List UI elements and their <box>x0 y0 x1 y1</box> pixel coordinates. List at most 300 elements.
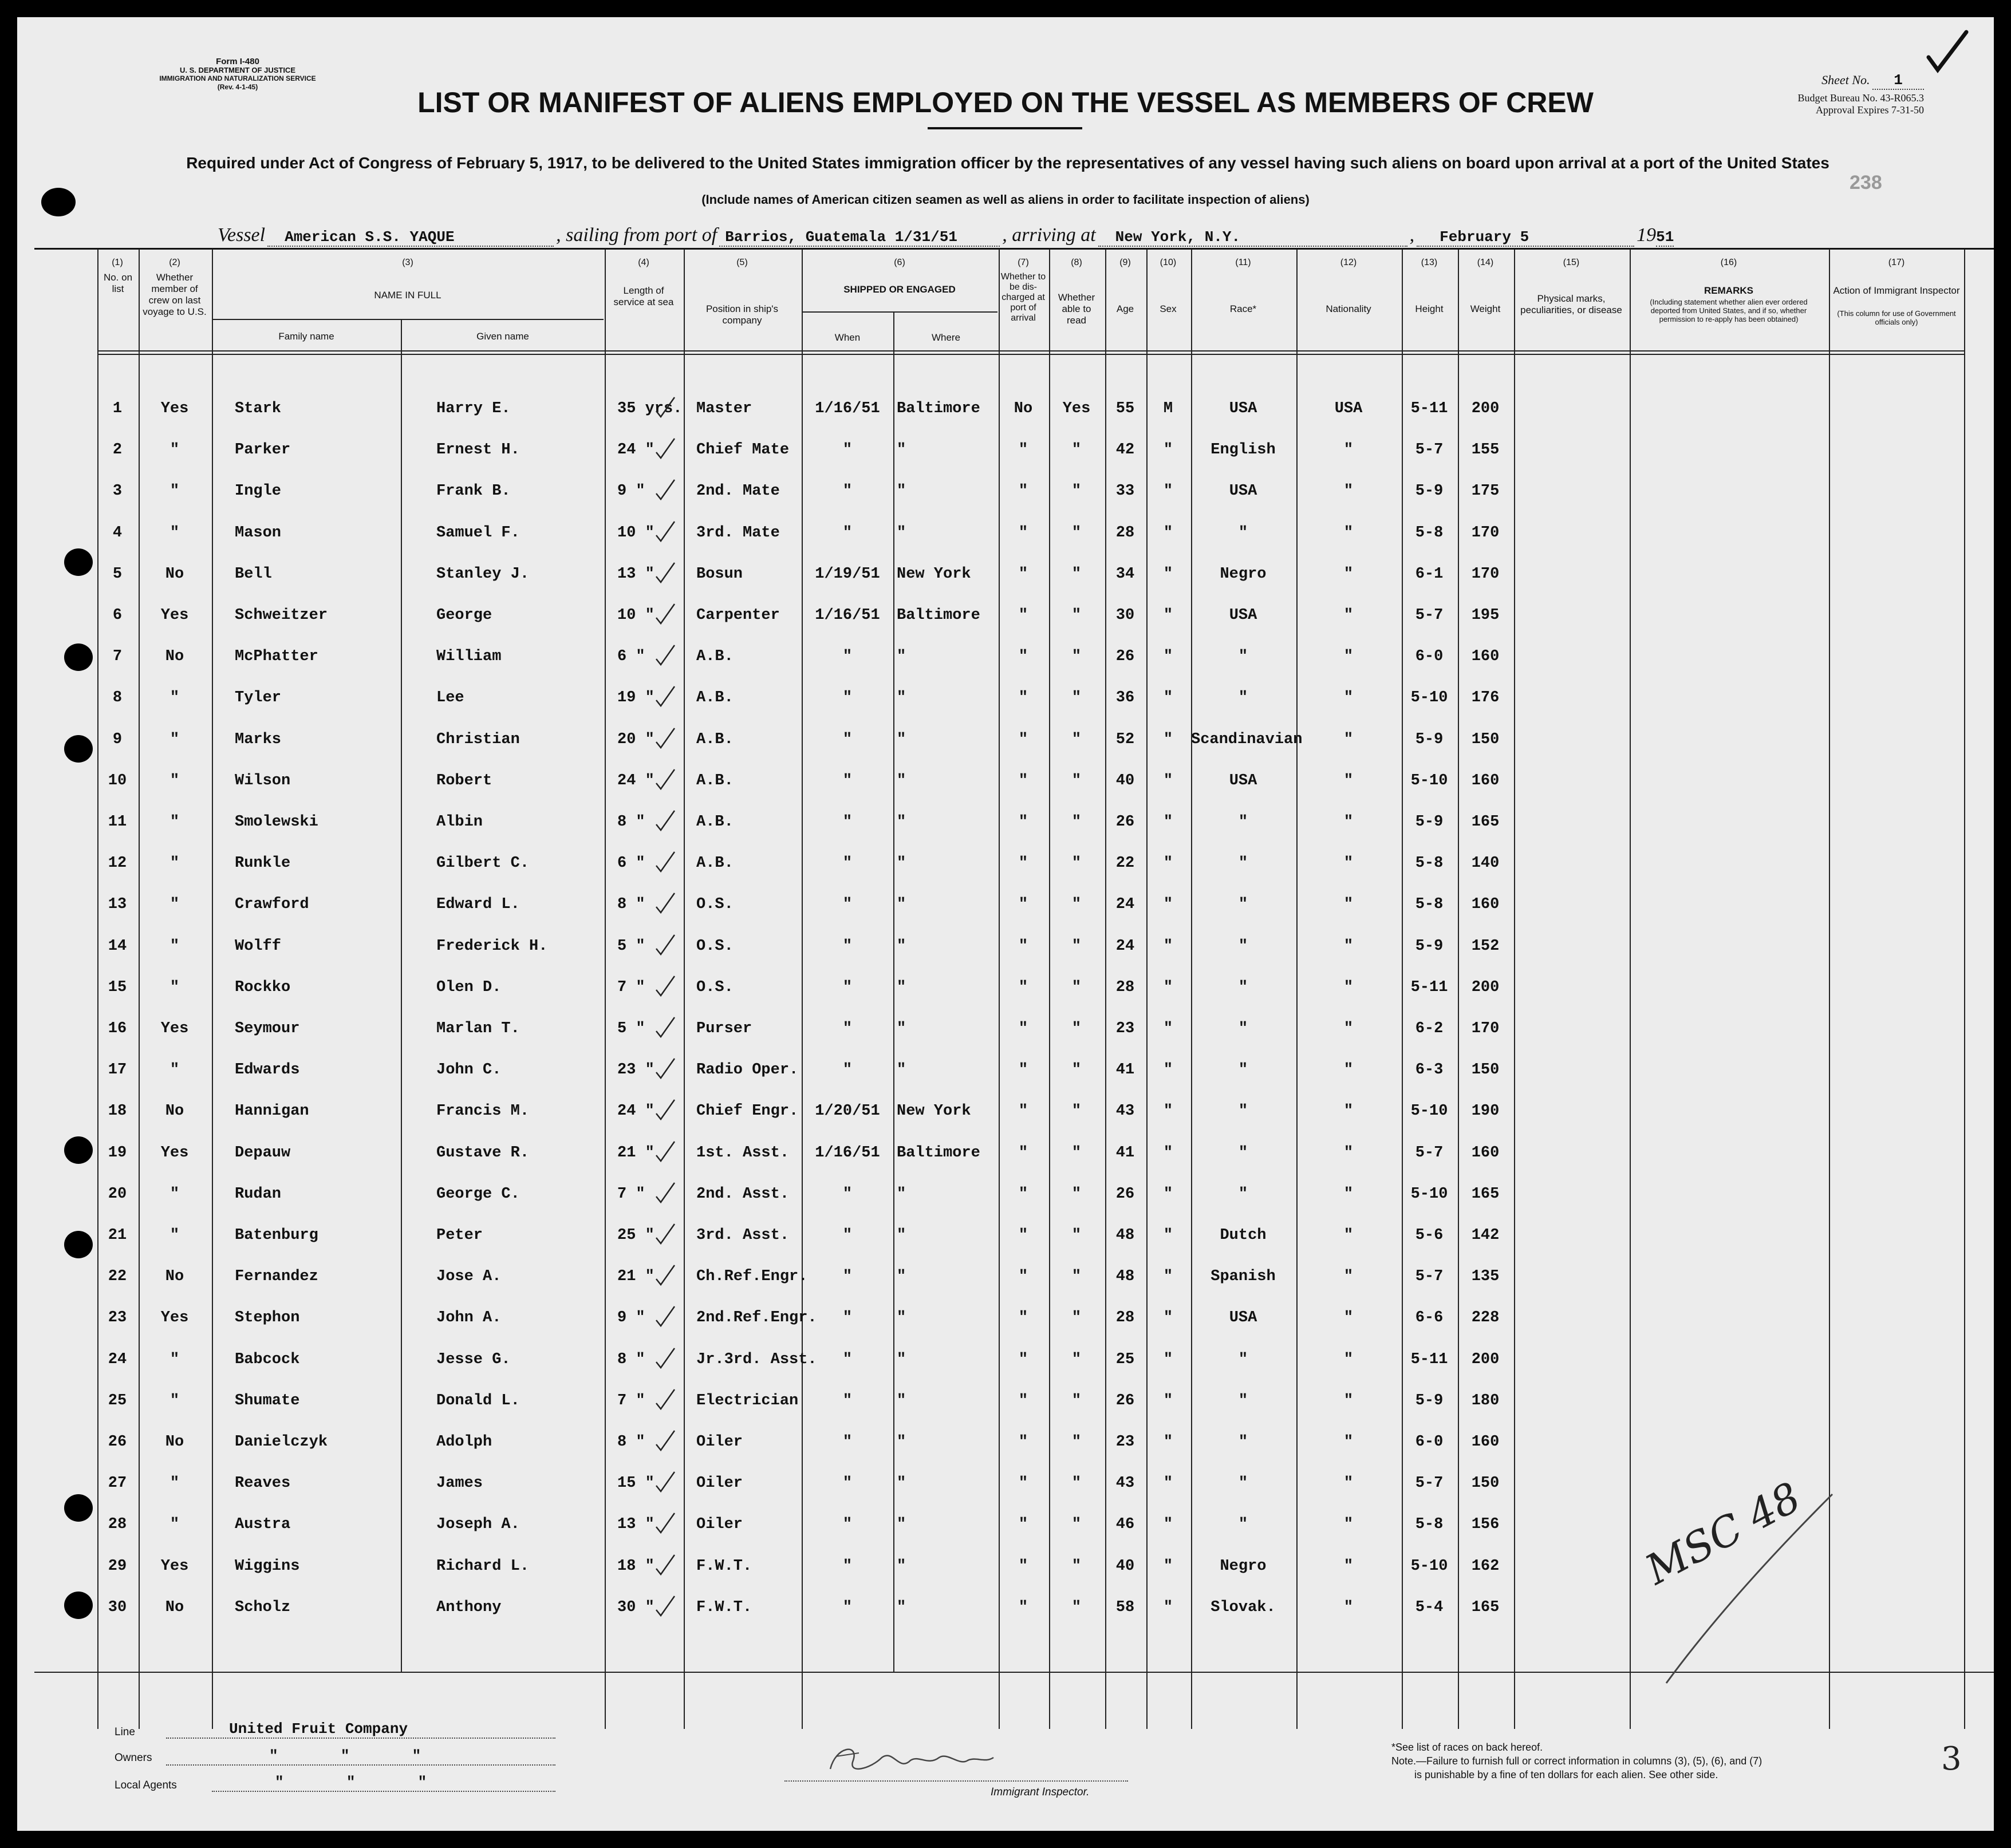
cell-weight: 156 <box>1471 1516 1500 1533</box>
cell-nat: " <box>1343 1020 1354 1037</box>
cell-read: " <box>1071 1558 1082 1575</box>
cell-given: Jesse G. <box>436 1351 511 1368</box>
cell-given: Gilbert C. <box>436 855 530 872</box>
cell-race: " <box>1238 1061 1248 1079</box>
cell-where: " <box>897 1599 906 1616</box>
cell-last: No <box>165 1434 184 1451</box>
cell-service: 9 " <box>617 1309 645 1326</box>
title-rule <box>928 127 1082 129</box>
tick-mark-icon <box>654 1139 677 1164</box>
cell-nat: " <box>1343 1186 1354 1203</box>
col-header-when: When <box>834 332 861 343</box>
cell-given: Anthony <box>436 1599 502 1616</box>
cell-weight: 135 <box>1471 1268 1500 1285</box>
cell-nat: " <box>1343 689 1354 706</box>
cell-family: Parker <box>235 441 291 459</box>
cell-race: Spanish <box>1210 1268 1276 1285</box>
cell-position: A.B. <box>696 648 734 665</box>
cell-read: " <box>1071 607 1082 624</box>
cell-nat: " <box>1343 1516 1354 1533</box>
tick-mark-icon <box>654 1263 677 1288</box>
cell-given: Donald L. <box>436 1392 520 1409</box>
cell-service: 13 " <box>617 566 654 583</box>
form-revision: (Rev. 4-1-45) <box>217 83 258 91</box>
cell-position: A.B. <box>696 772 734 789</box>
cell-where: " <box>897 1516 906 1533</box>
vessel-label: Vessel <box>218 224 266 246</box>
cell-position: Chief Engr. <box>696 1103 799 1120</box>
cell-when: " <box>842 441 853 459</box>
cell-sex: " <box>1163 607 1173 624</box>
col-num: (12) <box>1340 258 1357 267</box>
cell-age: 34 <box>1115 566 1135 583</box>
cell-sex: " <box>1163 524 1173 542</box>
cell-nat: " <box>1343 1558 1354 1575</box>
cell-read: " <box>1071 689 1082 706</box>
page-number: 3 <box>1941 1740 1962 1778</box>
cell-nat: " <box>1343 1475 1354 1492</box>
cell-race: USA <box>1229 483 1257 500</box>
cell-height: 5-4 <box>1415 1599 1444 1616</box>
cell-service: 8 " <box>617 814 645 831</box>
cell-position: Carpenter <box>696 607 780 624</box>
cell-disch: " <box>1018 1144 1028 1162</box>
cell-no: 18 <box>108 1103 127 1120</box>
punch-hole <box>64 1136 93 1164</box>
arrival-port: New York, N.Y. <box>1098 228 1407 247</box>
cell-weight: 200 <box>1471 979 1500 996</box>
signature-rule <box>784 1780 1128 1782</box>
cell-service: 7 " <box>617 1392 645 1409</box>
cell-where: Baltimore <box>897 1144 980 1162</box>
cell-when: 1/20/51 <box>815 1103 880 1120</box>
cell-age: 33 <box>1115 483 1135 500</box>
cell-given: Olen D. <box>436 979 502 996</box>
cell-weight: 165 <box>1471 814 1500 831</box>
cell-last: Yes <box>160 1144 189 1162</box>
cell-when: " <box>842 1475 853 1492</box>
cell-age: 42 <box>1115 441 1135 459</box>
tick-mark-icon <box>654 684 677 709</box>
tick-mark-icon <box>654 1015 677 1040</box>
tick-mark-icon <box>654 974 677 999</box>
tick-mark-icon <box>654 477 677 503</box>
cell-read: " <box>1071 524 1082 542</box>
cell-no: 2 <box>112 441 123 459</box>
cell-disch: " <box>1018 1392 1028 1409</box>
cell-age: 48 <box>1115 1227 1135 1244</box>
cell-sex: " <box>1163 648 1173 665</box>
cell-age: 28 <box>1115 524 1135 542</box>
col-header-action-note: (This column for use of Government officials only) <box>1837 309 1956 326</box>
cell-disch: " <box>1018 1475 1028 1492</box>
tick-mark-icon <box>654 1097 677 1123</box>
cell-when: " <box>842 1309 853 1326</box>
cell-no: 16 <box>108 1020 127 1037</box>
name-split-rule <box>212 319 604 320</box>
cell-service: 20 " <box>617 731 654 748</box>
cell-when: " <box>842 524 853 542</box>
cell-last: " <box>169 1475 180 1492</box>
cell-service: 7 " <box>617 979 645 996</box>
cell-disch: " <box>1018 1061 1028 1079</box>
cell-last: " <box>169 731 180 748</box>
cell-last: " <box>169 1186 180 1203</box>
cell-no: 24 <box>108 1351 127 1368</box>
cell-sex: " <box>1163 1558 1173 1575</box>
col-header-action: Action of Immigrant Inspector <box>1833 285 1960 296</box>
cell-nat: " <box>1343 524 1354 542</box>
cell-weight: 176 <box>1471 689 1500 706</box>
cell-given: Lee <box>436 689 464 706</box>
cell-position: Purser <box>696 1020 752 1037</box>
cell-given: Frank B. <box>436 483 511 500</box>
cell-height: 6-1 <box>1415 566 1444 583</box>
cell-age: 43 <box>1115 1475 1135 1492</box>
col-num: (11) <box>1235 258 1251 267</box>
cell-sex: " <box>1163 1061 1173 1079</box>
cell-last: " <box>169 483 180 500</box>
col-num: (8) <box>1071 258 1082 267</box>
cell-given: William <box>436 648 502 665</box>
col-header-where: Where <box>931 332 961 343</box>
col-num: (14) <box>1477 258 1494 267</box>
line-label: Line <box>115 1726 135 1738</box>
cell-where: " <box>897 1061 906 1079</box>
cell-service: 21 " <box>617 1268 654 1285</box>
cell-given: Edward L. <box>436 896 520 913</box>
cell-nat: " <box>1343 979 1354 996</box>
column-rule <box>1514 249 1515 1729</box>
cell-where: Baltimore <box>897 607 980 624</box>
col-num: (4) <box>638 258 649 267</box>
cell-last: " <box>169 441 180 459</box>
cell-age: 24 <box>1115 896 1135 913</box>
cell-service: 9 " <box>617 483 645 500</box>
cell-when: 1/16/51 <box>815 1144 880 1162</box>
cell-service: 35 yrs. <box>617 400 683 417</box>
cell-service: 8 " <box>617 1351 645 1368</box>
cell-disch: " <box>1018 1434 1028 1451</box>
cell-last: " <box>169 524 180 542</box>
cell-when: " <box>842 1020 853 1037</box>
col-num: (2) <box>169 258 180 267</box>
cell-service: 6 " <box>617 648 645 665</box>
cell-weight: 228 <box>1471 1309 1500 1326</box>
cell-no: 17 <box>108 1061 127 1079</box>
punch-hole <box>64 1592 93 1619</box>
cell-disch: " <box>1018 524 1028 542</box>
cell-height: 5-10 <box>1410 1103 1448 1120</box>
penalty-note-1: Note.—Failure to furnish full or correct information in columns (3), (5), (6), and (7) <box>1391 1755 1762 1767</box>
cell-height: 5-7 <box>1415 607 1444 624</box>
cell-read: " <box>1071 731 1082 748</box>
cell-sex: " <box>1163 938 1173 955</box>
cell-height: 6-6 <box>1415 1309 1444 1326</box>
cell-read: " <box>1071 938 1082 955</box>
cell-read: " <box>1071 855 1082 872</box>
table-top-rule <box>34 248 1994 250</box>
manifest-title: LIST OR MANIFEST OF ALIENS EMPLOYED ON THE VESSEL AS MEMBERS OF CREW <box>417 86 1594 119</box>
cell-given: Robert <box>436 772 492 789</box>
cell-weight: 140 <box>1471 855 1500 872</box>
cell-service: 6 " <box>617 855 645 872</box>
cell-given: James <box>436 1475 483 1492</box>
cell-last: No <box>165 1599 184 1616</box>
cell-nat: " <box>1343 1144 1354 1162</box>
cell-where: " <box>897 1186 906 1203</box>
cell-read: " <box>1071 1516 1082 1533</box>
cell-no: 13 <box>108 896 127 913</box>
cell-family: Austra <box>235 1516 291 1533</box>
cell-nat: USA <box>1334 400 1363 417</box>
cell-no: 29 <box>108 1558 127 1575</box>
cell-when: 1/19/51 <box>815 566 880 583</box>
cell-read: " <box>1071 1392 1082 1409</box>
cell-last: " <box>169 772 180 789</box>
cell-disch: " <box>1018 648 1028 665</box>
cell-family: Shumate <box>235 1392 300 1409</box>
cell-when: 1/16/51 <box>815 400 880 417</box>
cell-where: " <box>897 1558 906 1575</box>
cell-sex: " <box>1163 814 1173 831</box>
tick-mark-icon <box>654 602 677 627</box>
cell-position: 1st. Asst. <box>696 1144 790 1162</box>
cell-service: 5 " <box>617 1020 645 1037</box>
cell-height: 5-9 <box>1415 483 1444 500</box>
col-header-no: No. on list <box>103 272 133 294</box>
cell-family: Marks <box>235 731 282 748</box>
cell-family: Bell <box>235 566 272 583</box>
cell-no: 21 <box>108 1227 127 1244</box>
cell-position: 3rd. Mate <box>696 524 780 542</box>
cell-last: Yes <box>160 1309 189 1326</box>
col-header-remarks: REMARKS <box>1704 285 1753 296</box>
cell-given: Stanley J. <box>436 566 530 583</box>
cell-weight: 160 <box>1471 896 1500 913</box>
cell-given: Gustave R. <box>436 1144 530 1162</box>
cell-disch: " <box>1018 731 1028 748</box>
cell-disch: " <box>1018 855 1028 872</box>
col-header-shipped: SHIPPED OR ENGAGED <box>843 284 956 295</box>
column-rule <box>212 249 213 1729</box>
cell-disch: " <box>1018 1351 1028 1368</box>
cell-last: " <box>169 1351 180 1368</box>
cell-last: " <box>169 855 180 872</box>
cell-no: 28 <box>108 1516 127 1533</box>
cell-read: " <box>1071 979 1082 996</box>
cell-sex: " <box>1163 483 1173 500</box>
col-header-remarks-note: (Including statement whether alien ever ordered deported from United States, and if so, whether permission to re-apply has been obtained) <box>1650 298 1808 323</box>
cell-read: " <box>1071 441 1082 459</box>
cell-read: " <box>1071 483 1082 500</box>
cell-position: O.S. <box>696 896 734 913</box>
cell-sex: " <box>1163 1144 1173 1162</box>
cell-race: " <box>1238 648 1248 665</box>
cell-disch: " <box>1018 1020 1028 1037</box>
cell-age: 23 <box>1115 1434 1135 1451</box>
cell-family: Edwards <box>235 1061 300 1079</box>
cell-service: 10 " <box>617 524 654 542</box>
cell-given: Albin <box>436 814 483 831</box>
cell-race: " <box>1238 896 1248 913</box>
cell-disch: No <box>1014 400 1033 417</box>
cell-age: 48 <box>1115 1268 1135 1285</box>
cell-no: 7 <box>112 648 123 665</box>
cell-race: USA <box>1229 607 1257 624</box>
cell-height: 5-8 <box>1415 1516 1444 1533</box>
cell-race: Negro <box>1220 566 1267 583</box>
cell-age: 52 <box>1115 731 1135 748</box>
punch-hole <box>64 548 93 576</box>
cell-sex: " <box>1163 772 1173 789</box>
cell-height: 6-0 <box>1415 648 1444 665</box>
cell-race: " <box>1238 1516 1248 1533</box>
cell-race: " <box>1238 814 1248 831</box>
cell-height: 5-10 <box>1410 1558 1448 1575</box>
tick-mark-icon <box>654 643 677 668</box>
cell-disch: " <box>1018 1309 1028 1326</box>
cell-age: 26 <box>1115 1392 1135 1409</box>
cell-nat: " <box>1343 1268 1354 1285</box>
cell-race: " <box>1238 1434 1248 1451</box>
cell-age: 26 <box>1115 648 1135 665</box>
cell-read: " <box>1071 1599 1082 1616</box>
cell-race: " <box>1238 1020 1248 1037</box>
year-prefix: 19 <box>1637 224 1657 246</box>
cell-race: " <box>1238 1103 1248 1120</box>
cell-sex: " <box>1163 731 1173 748</box>
cell-family: McPhatter <box>235 648 318 665</box>
col-header-position: Position in ship's company <box>705 303 779 326</box>
cell-when: " <box>842 896 853 913</box>
cell-weight: 162 <box>1471 1558 1500 1575</box>
col-header-given-name: Given name <box>476 331 529 342</box>
tick-mark-icon <box>654 1553 677 1578</box>
cell-where: " <box>897 1227 906 1244</box>
cell-last: " <box>169 938 180 955</box>
col-num: (17) <box>1888 258 1905 267</box>
sailing-port: Barrios, Guatemala 1/31/51 <box>719 228 1000 247</box>
cell-no: 4 <box>112 524 123 542</box>
cell-when: 1/16/51 <box>815 607 880 624</box>
punch-hole <box>64 735 93 763</box>
handwritten-annotation: MSC 48 <box>1638 1472 1808 1594</box>
cell-no: 5 <box>112 566 123 583</box>
cell-position: A.B. <box>696 814 734 831</box>
cell-position: Oiler <box>696 1475 743 1492</box>
cell-race: " <box>1238 1475 1248 1492</box>
cell-sex: " <box>1163 1309 1173 1326</box>
cell-age: 26 <box>1115 814 1135 831</box>
col-num: (10) <box>1160 258 1177 267</box>
cell-position: Master <box>696 400 752 417</box>
cell-race: English <box>1210 441 1276 459</box>
cell-height: 6-0 <box>1415 1434 1444 1451</box>
tick-mark-icon <box>654 1470 677 1495</box>
cell-where: New York <box>897 1103 971 1120</box>
cell-service: 25 " <box>617 1227 654 1244</box>
tick-mark-icon <box>654 519 677 544</box>
cell-disch: " <box>1018 1103 1028 1120</box>
cell-disch: " <box>1018 814 1028 831</box>
col-header-last-voyage: Whether member of crew on last voyage to U.S. <box>143 272 207 317</box>
cell-last: No <box>165 566 184 583</box>
cell-read: " <box>1071 1227 1082 1244</box>
cell-age: 55 <box>1115 400 1135 417</box>
tick-mark-icon <box>654 808 677 834</box>
tick-mark-icon <box>654 850 677 875</box>
cell-read: " <box>1071 772 1082 789</box>
cell-position: 3rd. Asst. <box>696 1227 790 1244</box>
cell-race: USA <box>1229 1309 1257 1326</box>
col-header-race: Race* <box>1229 303 1257 314</box>
cell-when: " <box>842 1516 853 1533</box>
cell-age: 36 <box>1115 689 1135 706</box>
cell-age: 26 <box>1115 1186 1135 1203</box>
cell-weight: 160 <box>1471 772 1500 789</box>
cell-where: " <box>897 483 906 500</box>
col-header-discharged: Whether to be dis-charged at port of arrival <box>1000 272 1046 323</box>
cell-weight: 195 <box>1471 607 1500 624</box>
cell-nat: " <box>1343 607 1354 624</box>
cell-where: " <box>897 524 906 542</box>
col-header-service: Length of service at sea <box>613 285 674 307</box>
tick-mark-icon <box>654 1387 677 1412</box>
cell-last: " <box>169 814 180 831</box>
cell-last: " <box>169 1392 180 1409</box>
cell-service: 5 " <box>617 938 645 955</box>
cell-no: 19 <box>108 1144 127 1162</box>
arrival-date: February 5 <box>1417 228 1634 247</box>
cell-age: 58 <box>1115 1599 1135 1616</box>
cell-disch: " <box>1018 938 1028 955</box>
cell-where: " <box>897 772 906 789</box>
cell-service: 7 " <box>617 1186 645 1203</box>
cell-no: 11 <box>108 814 127 831</box>
cell-given: Samuel F. <box>436 524 520 542</box>
cell-nat: " <box>1343 1392 1354 1409</box>
cell-weight: 165 <box>1471 1599 1500 1616</box>
tick-mark-icon <box>654 395 677 420</box>
cell-where: " <box>897 731 906 748</box>
cell-when: " <box>842 689 853 706</box>
cell-sex: M <box>1163 400 1173 417</box>
cell-when: " <box>842 938 853 955</box>
col-num: (3) <box>402 258 413 267</box>
cell-sex: " <box>1163 1103 1173 1120</box>
annotation-stroke <box>1661 1483 1844 1692</box>
cell-disch: " <box>1018 483 1028 500</box>
arrival-year: 51 <box>1656 228 1674 246</box>
cell-service: 24 " <box>617 441 654 459</box>
cell-family: Crawford <box>235 896 309 913</box>
cell-race: Negro <box>1220 1558 1267 1575</box>
cell-given: Frederick H. <box>436 938 548 955</box>
cell-sex: " <box>1163 1599 1173 1616</box>
col-header-sex: Sex <box>1160 303 1177 314</box>
cell-nat: " <box>1343 814 1354 831</box>
owners: " " " <box>166 1747 555 1766</box>
cell-nat: " <box>1343 896 1354 913</box>
vessel-line <box>218 224 1821 247</box>
cell-family: Reaves <box>235 1475 291 1492</box>
cell-service: 24 " <box>617 1103 654 1120</box>
tick-mark-icon <box>654 1222 677 1247</box>
cell-service: 15 " <box>617 1475 654 1492</box>
cell-disch: " <box>1018 1599 1028 1616</box>
column-rule <box>605 249 606 1729</box>
